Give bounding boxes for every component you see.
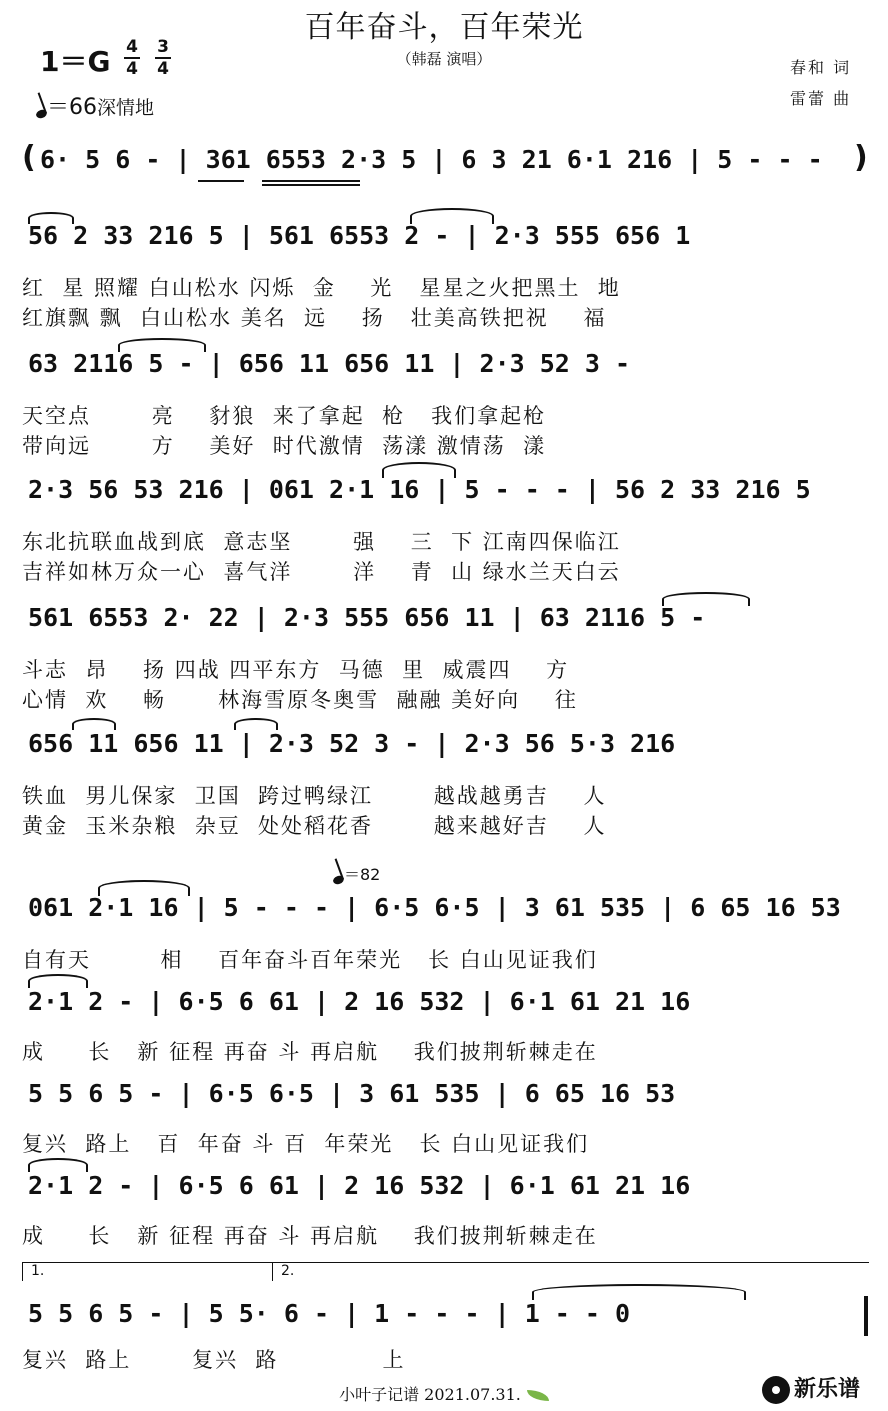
repeat-paren-close: ): [854, 140, 868, 175]
song-subtitle: （韩磊 演唱）: [396, 50, 492, 68]
lyric-row-9: 成 长 新 征程 再奋 斗 再启航 我们披荆斩棘走在: [22, 1224, 598, 1248]
transcriber-credit: 小叶子记谱 2021.07.31.: [0, 1382, 888, 1405]
score-row-9: [22, 1162, 868, 1220]
notes-row-4: 561 6553 2· 22 | 2·3 555 656 11 | 63 2116 5 -: [28, 603, 706, 632]
lyric-row-5a: 铁血 男儿保家 卫国 跨过鸭绿江 越战越勇吉 人: [22, 784, 607, 808]
lyric-row-2a: 天空点 亮 豺狼 来了拿起 枪 我们拿起枪: [22, 404, 547, 428]
lyric-row-1a: 红 星 照耀 白山松水 闪烁 金 光 星星之火把黑土 地: [22, 276, 621, 300]
time-signature-4-4: 4 4: [124, 38, 140, 78]
lyric-row-2b: 带向远 方 美好 时代激情 荡漾 激情荡 漾: [22, 434, 547, 458]
notes-row-10: 5 5 6 5 - | 5 5· 6 - | 1 - - - | 1 - - 0: [28, 1299, 631, 1328]
lyric-row-8: 复兴 路上 百 年奋 斗 百 年荣光 长 白山见证我们: [22, 1132, 590, 1156]
notes-row-1: 56 2 33 216 5 | 561 6553 2 - | 2·3 555 656 1: [28, 221, 691, 250]
lyric-row-3a: 东北抗联血战到底 意志坚 强 三 下 江南四保临江: [22, 530, 621, 554]
notes-row-6: 061 2·1 16 | 5 - - - | 6·5 6·5 | 3 61 535 | 6 65 16 53: [28, 893, 841, 922]
lyric-row-4a: 斗志 昂 扬 四战 四平东方 马德 里 威震四 方: [22, 658, 570, 682]
volta-1: 1.: [22, 1262, 275, 1281]
score-row-2: [22, 340, 868, 398]
lyric-row-10: 复兴 路上 复兴 路 上: [22, 1348, 406, 1372]
lyric-row-6: 自有天 相 百年奋斗百年荣光 长 白山见证我们: [22, 948, 598, 972]
notes-row-8: 5 5 6 5 - | 6·5 6·5 | 3 61 535 | 6 65 16 53: [28, 1079, 676, 1108]
notes-intro: 6· 5 6 - | 361 6553 2·3 5 | 6 3 21 6·1 216 | 5 - - -: [40, 145, 823, 174]
lyric-row-4b: 心情 欢 畅 林海雪原冬奥雪 融融 美好向 往: [22, 688, 578, 712]
score-row-5: [22, 720, 868, 778]
composer-credit: 雷蕾 曲: [790, 89, 852, 108]
score-row-10: [22, 1290, 868, 1348]
score-row-7: [22, 978, 868, 1036]
score-row-6: [22, 884, 868, 942]
notes-row-7: 2·1 2 - | 6·5 6 61 | 2 16 532 | 6·1 61 21 16: [28, 987, 691, 1016]
notes-row-3: 2·3 56 53 216 | 061 2·1 16 | 5 - - - | 56 2 33 216 5: [28, 475, 811, 504]
time-signature-3-4: 3 4: [155, 38, 171, 78]
notes-row-2: 63 2116 5 - | 656 11 656 11 | 2·3 52 3 -: [28, 349, 631, 378]
score-row-8: [22, 1070, 868, 1128]
site-logo: 新乐谱: [762, 1372, 860, 1404]
lyric-row-1b: 红旗飘 飘 白山松水 美名 远 扬 壮美高铁把祝 福: [22, 306, 607, 330]
notes-row-5: 656 11 656 11 | 2·3 52 3 - | 2·3 56 5·3 216: [28, 729, 676, 758]
tempo-marking: ＝66深情地: [36, 90, 154, 121]
key-signature: 1＝G: [40, 45, 111, 78]
lyric-row-7: 成 长 新 征程 再奋 斗 再启航 我们披荆斩棘走在: [22, 1040, 598, 1064]
volta-2: 2.: [272, 1262, 869, 1281]
lyricist-credit: 春和 词: [790, 58, 852, 77]
score-row-4: [22, 594, 868, 652]
notes-row-9: 2·1 2 - | 6·5 6 61 | 2 16 532 | 6·1 61 21 16: [28, 1171, 691, 1200]
lyric-row-3b: 吉祥如林万众一心 喜气洋 洋 青 山 绿水兰天白云: [22, 560, 621, 584]
song-title: 百年奋斗，百年荣光: [304, 10, 584, 45]
leaf-icon: [527, 1390, 549, 1401]
score-row-3: [22, 466, 868, 524]
lyric-row-5b: 黄金 玉米杂粮 杂豆 处处稻花香 越来越好吉 人: [22, 814, 607, 838]
score-row-intro: [22, 136, 868, 194]
expression-marking: 深情地: [97, 97, 155, 119]
tempo-change: ＝82: [333, 862, 380, 885]
score-row-1: [22, 212, 868, 270]
record-disc-icon: [762, 1376, 790, 1404]
repeat-paren-open: (: [22, 140, 36, 175]
